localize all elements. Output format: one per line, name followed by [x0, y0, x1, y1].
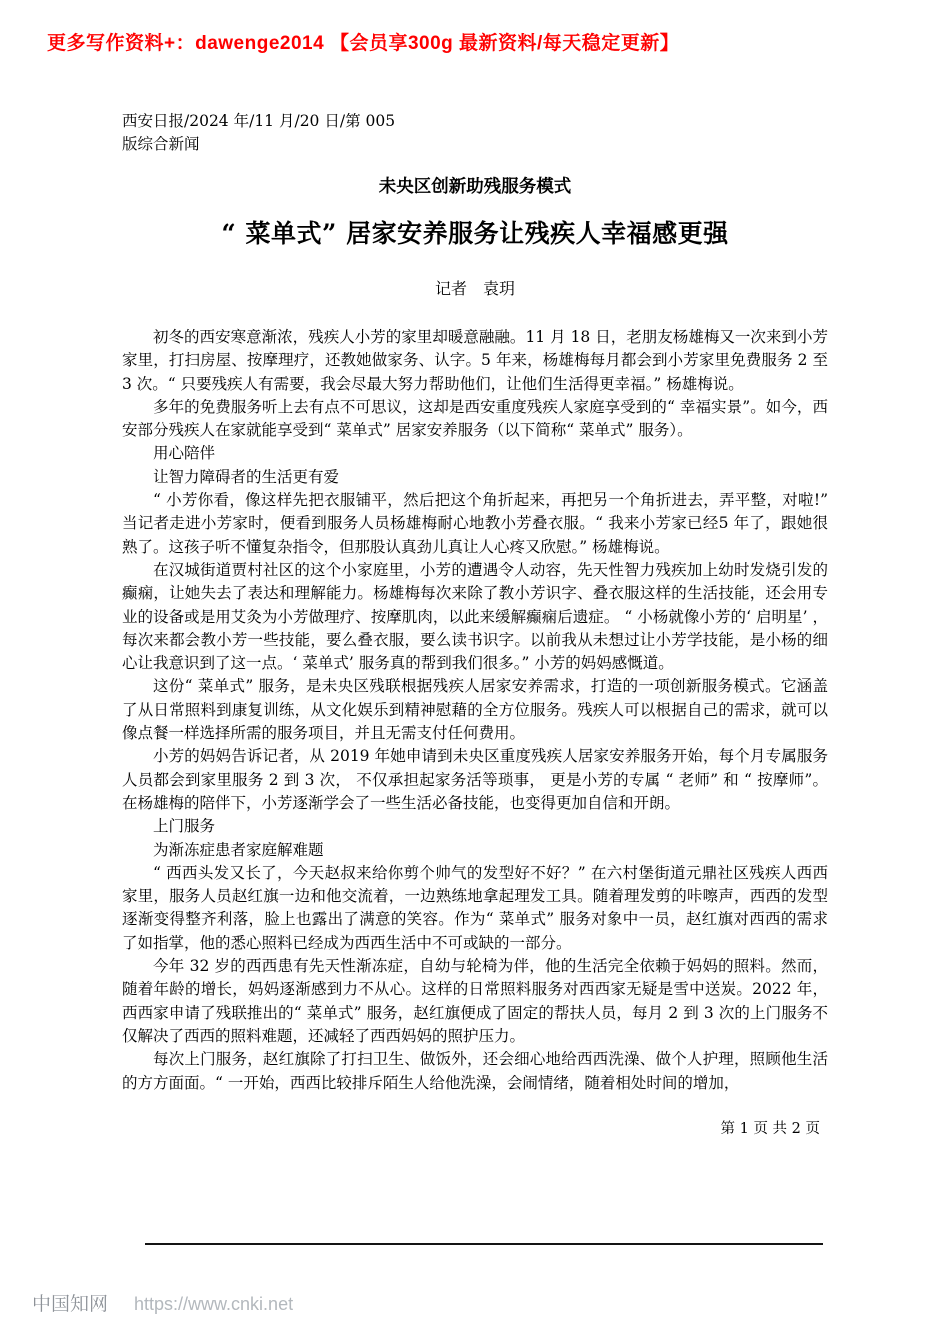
source-line-2: 版综合新闻 — [122, 135, 200, 153]
article-paragraph: 在汉城街道贾村社区的这个小家庭里，小芳的遭遇令人动容，先天性智力残疾加上幼时发烧引发的癫痫，让她失去了表达和理解能力。杨雄梅每次来除了教小芳识字、叠衣服这样的生活技能，还会用专业的设备或是用艾灸为小芳做理疗、按摩肌肉，以此来缓解癫痫后遗症。 “ 小杨就像小芳的‘ 启明星’ ，每次来都会教小芳一些技能，要么叠衣服，要么读书识字。以前我从未想过让小芳学技能，是小杨的细心让我意识到了这一点。‘ 菜单式’ 服务真的帮到我们很多。” 小芳的妈妈感慨道。 — [122, 560, 828, 673]
article-title: “ 菜单式” 居家安养服务让残疾人幸福感更强 — [221, 219, 729, 248]
source-block — [122, 110, 828, 156]
promo-banner: 更多写作资料+：dawenge2014 【会员享300g 最新资料/每天稳定更新】 — [47, 33, 680, 54]
article-paragraph: 多年的免费服务听上去有点不可思议，这却是西安重度残疾人家庭享受到的“ 幸福实景”。如今，西安部分残疾人在家就能享受到“ 菜单式” 居家安养服务（以下简称“ 菜单式” 服务）。 — [122, 397, 828, 440]
article-content — [122, 110, 828, 1138]
section-subheading: 为渐冻症患者家庭解难题 — [153, 840, 324, 859]
article-kicker: 未央区创新助残服务模式 — [378, 176, 572, 196]
article-paragraph: “ 小芳你看，像这样先把衣服铺平，然后把这个角折起来，再把另一个角折进去，弄平整，对啦!” 当记者走进小芳家时，便看到服务人员杨雄梅耐心地教小芳叠衣服。“ 我来小芳家已经5 年了，跟她很熟了。这孩子听不懂复杂指令，但那股认真劲儿真让人心疼又欣慰。” 杨雄梅说。 — [122, 491, 828, 556]
article-paragraph: “ 西西头发又长了，今天赵叔来给你剪个帅气的发型好不好？” 在六村堡街道元鼎社区残疾人西西家里，服务人员赵红旗一边和他交流着，一边熟练地拿起理发工具。随着理发剪的咔嚓声，西西的发型逐渐变得整齐利落，脸上也露出了满意的笑容。作为“ 菜单式” 服务对象中一员，赵红旗对西西的需求了如指掌，他的悉心照料已经成为西西生活中不可或缺的一部分。 — [122, 863, 828, 952]
footer-divider-line — [145, 1243, 823, 1245]
cnki-url-link[interactable]: https://www.cnki.net — [134, 1294, 294, 1314]
page-number-indicator: 第 1 页 共 2 页 — [720, 1120, 820, 1137]
article-body — [122, 326, 828, 1095]
article-paragraph: 初冬的西安寒意渐浓，残疾人小芳的家里却暖意融融。11 月 18 日，老朋友杨雄梅又一次来到小芳家里，打扫房屋、按摩理疗，还教她做家务、认字。5 年来，杨雄梅每月都会到小芳家里免费服务 2 至 3 次。“ 只要残疾人有需要，我会尽最大努力帮助他们，让他们生活得更幸福。” 杨雄梅说。 — [122, 328, 828, 393]
article-paragraph: 每次上门服务，赵红旗除了打扫卫生、做饭外，还会细心地给西西洗澡、做个人护理，照顾他生活的方方面面。“ 一开始，西西比较排斥陌生人给他洗澡，会闹情绪，随着相处时间的增加， — [122, 1050, 828, 1092]
cnki-brand-logo: 中国知网 — [32, 1294, 109, 1315]
article-paragraph: 今年 32 岁的西西患有先天性渐冻症，自幼与轮椅为伴，他的生活完全依赖于妈妈的照料。然而，随着年龄的增长，妈妈逐渐感到力不从心。这样的日常照料服务对西西家无疑是雪中送炭。2022 年，西西家申请了残联推出的“ 菜单式” 服务，赵红旗便成了固定的帮扶人员，每月 2 到 3 次的上门服务不仅解决了西西的照料难题，还减轻了西西妈妈的照护压力。 — [122, 957, 828, 1045]
article-paragraph: 小芳的妈妈告诉记者，从 2019 年她申请到未央区重度残疾人居家安养服务开始，每个月专属服务人员都会到家里服务 2 到 3 次， 不仅承担起家务活等琐事， 更是小芳的专属 “ 老师” 和 “ 按摩师”。在杨雄梅的陪伴下，小芳逐渐学会了一些生活必备技能，也变得更加自信和开朗。 — [122, 747, 828, 812]
source-line-1: 西安日报/2024 年/11 月/20 日/第 005 — [122, 112, 396, 130]
section-heading: 用心陪伴 — [153, 444, 216, 463]
section-heading: 上门服务 — [153, 817, 216, 836]
section-subheading: 让智力障碍者的生活更有爱 — [153, 467, 340, 486]
cnki-watermark — [32, 1289, 293, 1316]
article-byline: 记者 袁玥 — [434, 279, 515, 298]
article-paragraph: 这份“ 菜单式” 服务，是未央区残联根据残疾人居家安养需求，打造的一项创新服务模式。它涵盖了从日常照料到康复训练，从文化娱乐到精神慰藉的全方位服务。残疾人可以根据自己的需求，就可以像点餐一样选择所需的服务项目，并且无需支付任何费用。 — [122, 677, 828, 743]
